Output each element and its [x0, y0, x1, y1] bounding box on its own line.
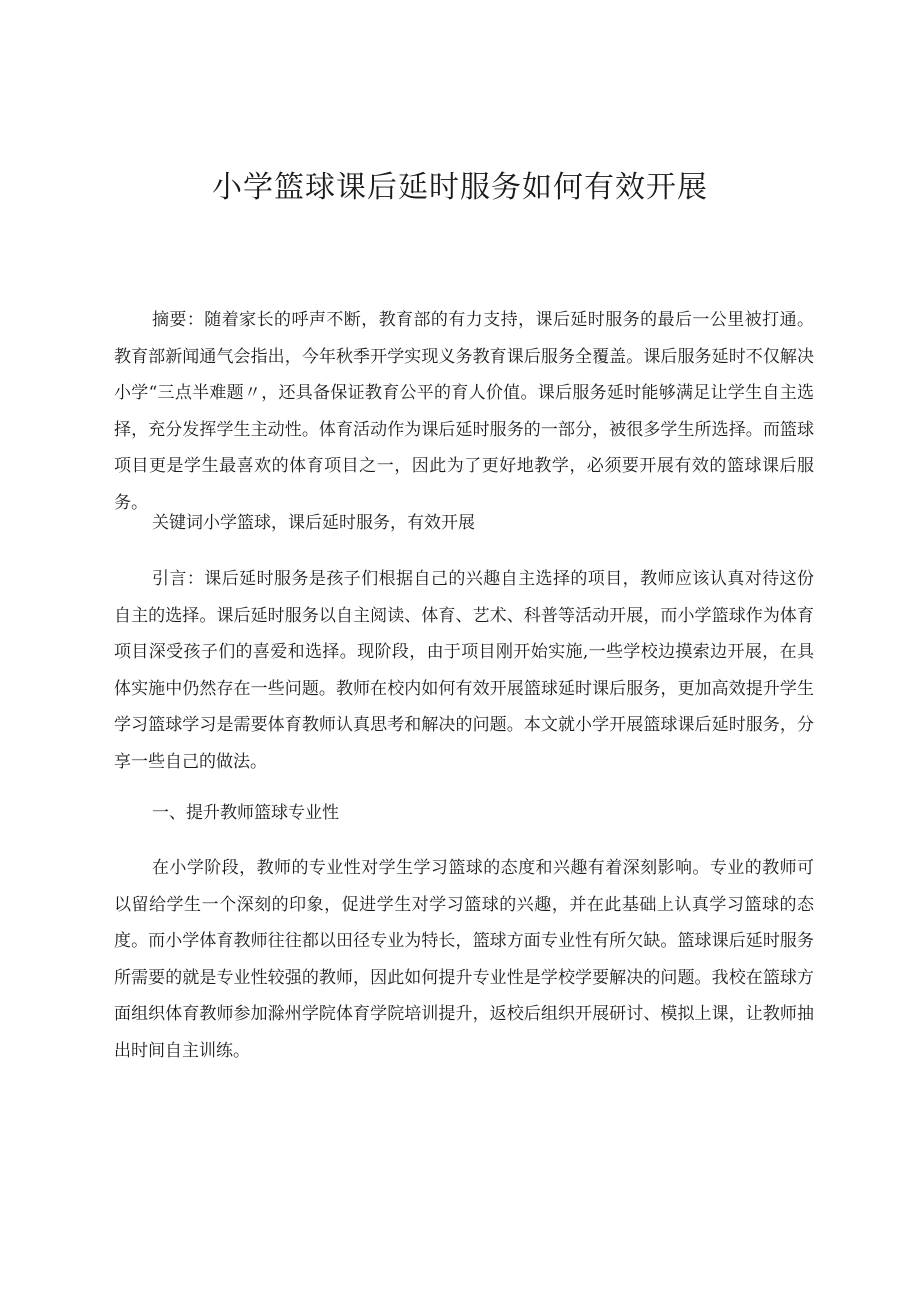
- section-1-paragraph: 在小学阶段，教师的专业性对学生学习篮球的态度和兴趣有着深刻影响。专业的教师可以留给学生一个深刻的印象，促进学生对学习篮球的兴趣，并在此基础上认真学习篮球的态度。而小学体育教师往往都以田径专业为特长，篮球方面专业性有所欠缺。篮球课后延时服务所需要的就是专业性较强的教师，因此如何提升专业性是学校学要解决的问题。我校在篮球方面组织体育教师参加滁州学院体育学院培训提升，返校后组织开展研讨、模拟上课，让教师抽出时间自主训练。: [114, 858, 814, 1061]
- introduction-paragraph: 引言：课后延时服务是孩子们根据自己的兴趣自主选择的项目，教师应该认真对待这份自主的选择。课后延时服务以自主阅读、体育、艺术、科普等活动开展，而小学篮球作为体育项目深受孩子们的喜爱和选择。现阶段，由于项目刚开始实施,一些学校边摸索边开展，在具体实施中仍然存在一些问题。教师在校内如何有效开展篮球延时课后服务，更加高效提升学生学习篮球学习是需要体育教师认真思考和解决的问题。本文就小学开展篮球课后延时服务，分享一些自己的做法。: [114, 569, 814, 772]
- document-title: 小学篮球课后延时服务如何有效开展: [212, 170, 708, 205]
- keywords-line: 关键词小学篮球，课后延时服务，有效开展: [152, 513, 475, 533]
- abstract-paragraph: 摘要：随着家长的呼声不断，教育部的有力支持，课后延时服务的最后一公里被打通。教育部新闻通气会指出，今年秋季开学实现义务教育课后服务全覆盖。课后服务延时不仅解决小学“三点半难题〃，还具备保证教育公平的育人价值。课后服务延时能够满足让学生自主选择，充分发挥学生主动性。体育活动作为课后延时服务的一部分，被很多学生所选择。而篮球项目更是学生最喜欢的体育项目之一，因此为了更好地教学，必须要开展有效的篮球课后服务。: [114, 310, 814, 513]
- section-heading-1: 一、提升教师篮球专业性: [152, 803, 339, 823]
